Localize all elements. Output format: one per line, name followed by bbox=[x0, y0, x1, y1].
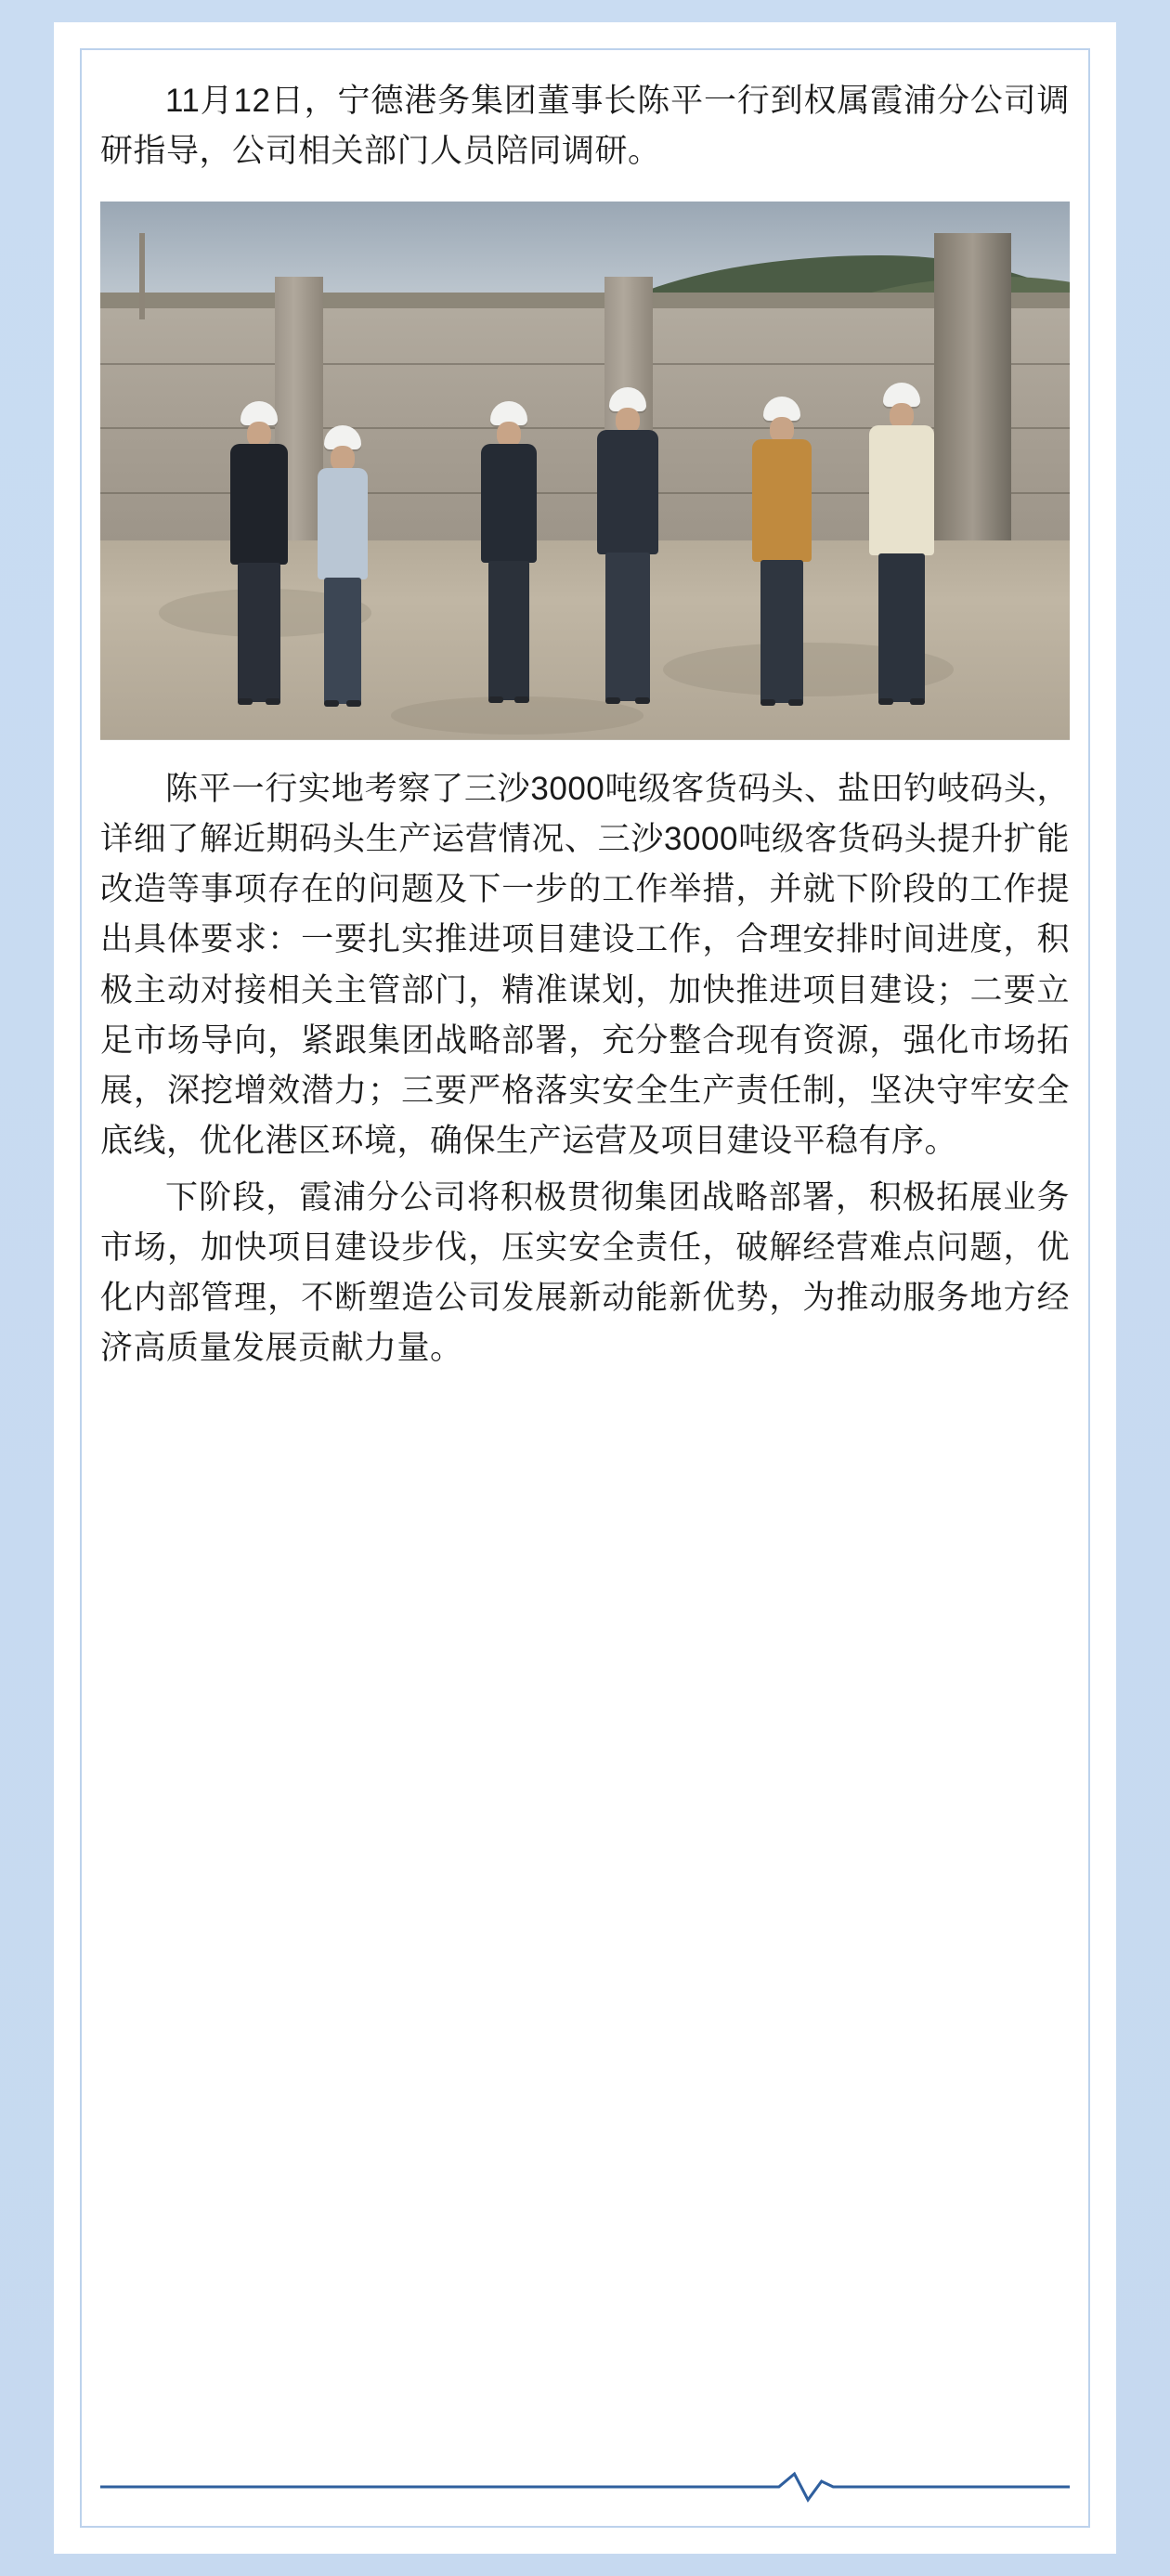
photo-shoe bbox=[324, 700, 339, 707]
photo-person bbox=[227, 401, 292, 708]
photo-shoe bbox=[760, 699, 775, 706]
photo-shoe bbox=[635, 697, 650, 704]
photo-person bbox=[314, 420, 371, 708]
article-card bbox=[54, 22, 1116, 2554]
photo-wall-pillar bbox=[934, 233, 1012, 556]
photo-person bbox=[866, 383, 937, 708]
photo-body bbox=[318, 468, 368, 579]
photo-body bbox=[481, 444, 537, 563]
photo-legs bbox=[488, 561, 529, 700]
photo-legs bbox=[324, 578, 361, 704]
photo-body bbox=[230, 444, 288, 565]
photo-shoe bbox=[910, 698, 925, 705]
footer-divider bbox=[100, 2468, 1070, 2505]
article-content bbox=[100, 76, 1070, 2517]
photo-shoe bbox=[605, 697, 620, 704]
photo-person bbox=[478, 401, 540, 708]
photo-legs bbox=[878, 553, 925, 702]
photo-legs bbox=[760, 560, 803, 703]
photo-shoe bbox=[238, 698, 253, 705]
photo-pole bbox=[139, 233, 145, 319]
photo-shoe bbox=[514, 696, 529, 703]
paragraph-3: 下阶段，霞浦分公司将积极贯彻集团战略部署，积极拓展业务市场，加快项目建设步伐，压实安全责任，破解经营难点问题，优化内部管理，不断塑造公司发展新动能新优势，为推动服务地方经济高质量发展贡献力量。 bbox=[100, 1178, 1070, 1367]
photo-person bbox=[594, 387, 661, 708]
photo-body bbox=[869, 425, 934, 555]
photo-shoe bbox=[266, 698, 280, 705]
photo-shoe bbox=[346, 700, 361, 707]
photo-shoe bbox=[488, 696, 503, 703]
photo-body bbox=[597, 430, 658, 554]
photo-person bbox=[749, 397, 814, 708]
paragraph-2: 陈平一行实地考察了三沙3000吨级客货码头、盐田钓岐码头，详细了解近期码头生产运营情况、三沙3000吨级客货码头提升扩能改造等事项存在的问题及下一步的工作举措，并就下阶段的工作提出具体要求：一要扎实推进项目建设工作，合理安排时间进度，积极主动对接相关主管部门，精准谋划，加快推进项目建设；二要立足市场导向，紧跟集团战略部署，充分整合现有资源，强化市场拓展，深挖增效潜力；三要严格落实安全生产责任制，坚决守牢安全底线，优化港区环境，确保生产运营及项目建设平稳有序。 bbox=[100, 770, 1070, 1160]
article-photo bbox=[100, 202, 1070, 740]
photo-shoe bbox=[788, 699, 803, 706]
photo-wall-seam bbox=[100, 363, 1070, 365]
photo-legs bbox=[238, 563, 280, 702]
photo-wall-cap bbox=[100, 293, 1070, 308]
photo-shoe bbox=[878, 698, 893, 705]
photo-body bbox=[752, 439, 812, 562]
paragraph-1: 11月12日，宁德港务集团董事长陈平一行到权属霞浦分公司调研指导，公司相关部门人员陪同调研。 bbox=[100, 83, 1070, 170]
photo-legs bbox=[605, 553, 650, 701]
